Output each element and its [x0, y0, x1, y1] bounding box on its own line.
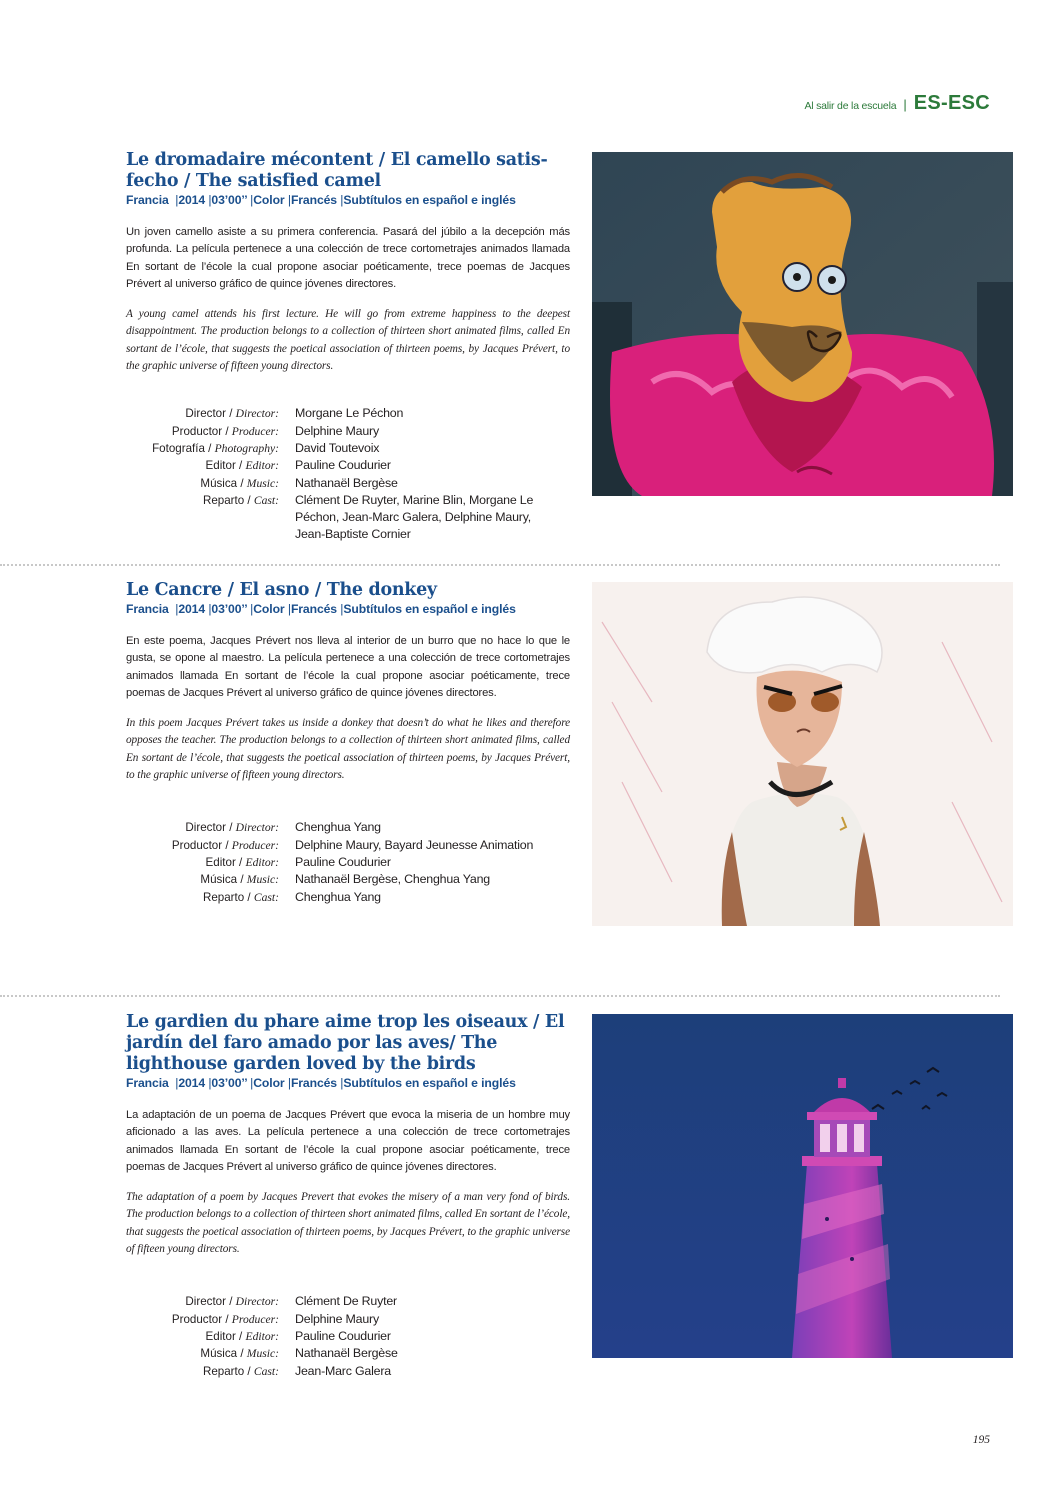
role-en: Cast: — [253, 890, 279, 904]
meta-year: 2014 — [178, 193, 206, 207]
section-header — [804, 92, 990, 115]
meta-language: Francés — [290, 602, 337, 616]
page-number: 195 — [972, 1434, 990, 1446]
credit-row — [126, 837, 570, 854]
meta-subtitles: Subtítulos en español e inglés — [343, 193, 516, 207]
synopsis-es: Un joven camello asiste a su primera conferencia. Pasará del júbilo a la decepción más profunda. La película pertenece a una colección de trece cortometrajes animados llamada En sortant de l’école la cual propone asociar poéticamente, trece poemas de Jacques Prévert al universo gráfico de quince jóvenes directores. — [126, 226, 570, 290]
credit-row — [126, 1311, 570, 1328]
meta-subtitles: Subtítulos en español e inglés — [343, 1076, 516, 1090]
section-divider — [0, 995, 1000, 997]
meta-duration: 03’00’’ — [211, 1076, 247, 1090]
credit-row — [126, 440, 570, 457]
credit-name: Chenghua Yang — [295, 889, 381, 904]
role-en: Editor: — [245, 1329, 279, 1343]
credit-name: David Toutevoix — [295, 440, 380, 455]
credit-name: Delphine Maury — [295, 1311, 379, 1326]
meta-duration: 03’00’’ — [211, 193, 247, 207]
meta-color: Color — [253, 602, 285, 616]
credit-name: Pauline Coudurier — [295, 458, 391, 473]
meta-country: Francia — [126, 602, 169, 616]
credit-name: Jean-Marc Galera — [295, 1363, 391, 1378]
synopsis-en: A young camel attends his first lecture. He will go from extreme happiness to the deepest disappointment. The production belongs to a collection of thirteen short animated films, called En sortant de l’école, that suggests the poetical association of thirteen poems, by Jacques Prévert, to the graphic universe of fifteen young directors. — [126, 308, 570, 373]
credit-row — [126, 889, 570, 906]
credit-name: Clément De Ruyter — [295, 1294, 397, 1309]
synopsis-es: La adaptación de un poema de Jacques Prévert que evoca la miseria de un hombre muy aficionado a las aves. La película pertenece a una colección de trece cortometrajes animados llamada En sortant de l’école la cual propone asociar poéticamente, trece poemas de Jacques Prévert al universo gráfico de quince jóvenes directores. — [126, 1109, 570, 1173]
film-still-lighthouse — [592, 1014, 1013, 1358]
role-en: Director: — [235, 1295, 279, 1309]
credit-name: Nathanaël Bergèse — [295, 475, 398, 490]
header-separator: | — [903, 97, 907, 112]
credit-row — [126, 1293, 570, 1310]
film-meta: Francia |2014 |03’00’’ |Color |Francés |Subtítulos en español e inglés — [126, 1076, 516, 1090]
credit-row — [126, 1328, 570, 1345]
credit-name: Clément De Ruyter, Marine Blin, Morgane Le Péchon, Jean-Marc Galera, Delphine Maury, Jean-Baptiste Cornier — [295, 492, 534, 542]
credit-name: Morgane Le Péchon — [295, 406, 404, 421]
role-en: Cast: — [253, 493, 279, 507]
role-es: Editor / — [205, 855, 246, 869]
meta-duration: 03’00’’ — [211, 602, 247, 616]
role-en: Producer: — [231, 424, 279, 438]
credits-list — [126, 819, 570, 905]
meta-color: Color — [253, 193, 285, 207]
meta-color: Color — [253, 1076, 285, 1090]
film-still-camel — [592, 152, 1013, 496]
meta-year: 2014 — [178, 602, 206, 616]
role-es: Productor / — [171, 424, 232, 438]
role-en: Editor: — [245, 855, 279, 869]
credits-list — [126, 405, 570, 543]
meta-country: Francia — [126, 1076, 169, 1090]
role-en: Director: — [235, 821, 279, 835]
role-en: Producer: — [231, 838, 279, 852]
credit-row — [126, 457, 570, 474]
meta-country: Francia — [126, 193, 169, 207]
credit-name: Delphine Maury, Bayard Jeunesse Animation — [295, 837, 534, 852]
role-es: Música / — [200, 873, 247, 887]
section-name: Al salir de la escuela — [804, 100, 897, 112]
film-text — [126, 1012, 570, 1380]
role-en: Music: — [246, 873, 279, 887]
credit-name: Pauline Coudurier — [295, 854, 391, 869]
synopsis-en: In this poem Jacques Prévert takes us inside a donkey that doesn’t do what he likes and therefore opposes the teacher. The production belongs to a collection of thirteen short animated films, called En sortant de l’école, that suggests the poetical association of thirteen poems, by Jacques Prévert, to the graphic universe of fifteen young directors. — [126, 717, 570, 782]
meta-subtitles: Subtítulos en español e inglés — [343, 602, 516, 616]
section-divider — [0, 564, 1000, 566]
role-en: Music: — [246, 1347, 279, 1361]
role-es: Fotografía / — [152, 441, 215, 455]
role-en: Editor: — [245, 459, 279, 473]
synopsis-es: En este poema, Jacques Prévert nos lleva al interior de un burro que no hace lo que le gusta, se opone al maestro. La película pertenece a una colección de trece cortometrajes animados llamada En sortant de l’école la cual propone asociar poéticamente, trece poemas de Jacques Prévert al universo gráfico de quince jóvenes directores. — [126, 635, 570, 699]
synopsis-en: The adaptation of a poem by Jacques Prevert that evokes the misery of a man very fond of birds. The production belongs to a collection of thirteen short animated films, called En sortant de l’école, that suggests the poetical association of thirteen poems, by Jacques Prévert, to the graphic universe of fifteen young directors. — [126, 1191, 570, 1256]
film-still-donkey — [592, 582, 1013, 926]
role-es: Director / — [185, 821, 236, 835]
role-es: Reparto / — [202, 890, 254, 904]
film-meta: Francia |2014 |03’00’’ |Color |Francés |Subtítulos en español e inglés — [126, 602, 516, 616]
credits-list — [126, 1293, 570, 1379]
role-es: Reparto / — [202, 493, 254, 507]
credit-name: Nathanaël Bergèse, Chenghua Yang — [295, 872, 490, 887]
credit-name: Chenghua Yang — [295, 820, 381, 835]
credit-row — [126, 1363, 570, 1380]
role-es: Música / — [200, 1347, 247, 1361]
meta-language: Francés — [290, 193, 337, 207]
role-en: Director: — [235, 407, 279, 421]
role-es: Editor / — [205, 1329, 246, 1343]
credit-name: Pauline Coudurier — [295, 1328, 391, 1343]
film-title: Le dromadaire mécontent / El camello satis-fecho / The satisfied camel — [126, 150, 548, 191]
credit-row — [126, 871, 570, 888]
film-text — [126, 580, 570, 906]
role-es: Director / — [185, 407, 236, 421]
role-en: Producer: — [231, 1312, 279, 1326]
section-code: ES-ESC — [913, 92, 990, 114]
film-title: Le gardien du phare aime trop les oiseaux / El jardín del faro amado por las aves/ The lighthouse garden loved by the birds — [126, 1012, 565, 1074]
credit-row — [126, 405, 570, 422]
role-es: Música / — [200, 476, 247, 490]
role-en: Cast: — [253, 1364, 279, 1378]
credit-row — [126, 475, 570, 492]
meta-language: Francés — [290, 1076, 337, 1090]
role-es: Productor / — [171, 838, 232, 852]
credit-row — [126, 854, 570, 871]
credit-name: Nathanaël Bergèse — [295, 1346, 398, 1361]
role-es: Director / — [185, 1295, 236, 1309]
role-es: Reparto / — [202, 1364, 254, 1378]
role-en: Music: — [246, 476, 279, 490]
credit-name: Delphine Maury — [295, 423, 379, 438]
credit-row — [126, 423, 570, 440]
role-es: Productor / — [171, 1312, 232, 1326]
role-es: Editor / — [205, 459, 246, 473]
credit-row — [126, 819, 570, 836]
role-en: Photography: — [214, 441, 279, 455]
credit-row — [126, 492, 570, 544]
credit-row — [126, 1345, 570, 1362]
film-text — [126, 150, 570, 544]
film-title: Le Cancre / El asno / The donkey — [126, 580, 437, 600]
meta-year: 2014 — [178, 1076, 206, 1090]
film-meta: Francia |2014 |03’00’’ |Color |Francés |Subtítulos en español e inglés — [126, 193, 516, 207]
